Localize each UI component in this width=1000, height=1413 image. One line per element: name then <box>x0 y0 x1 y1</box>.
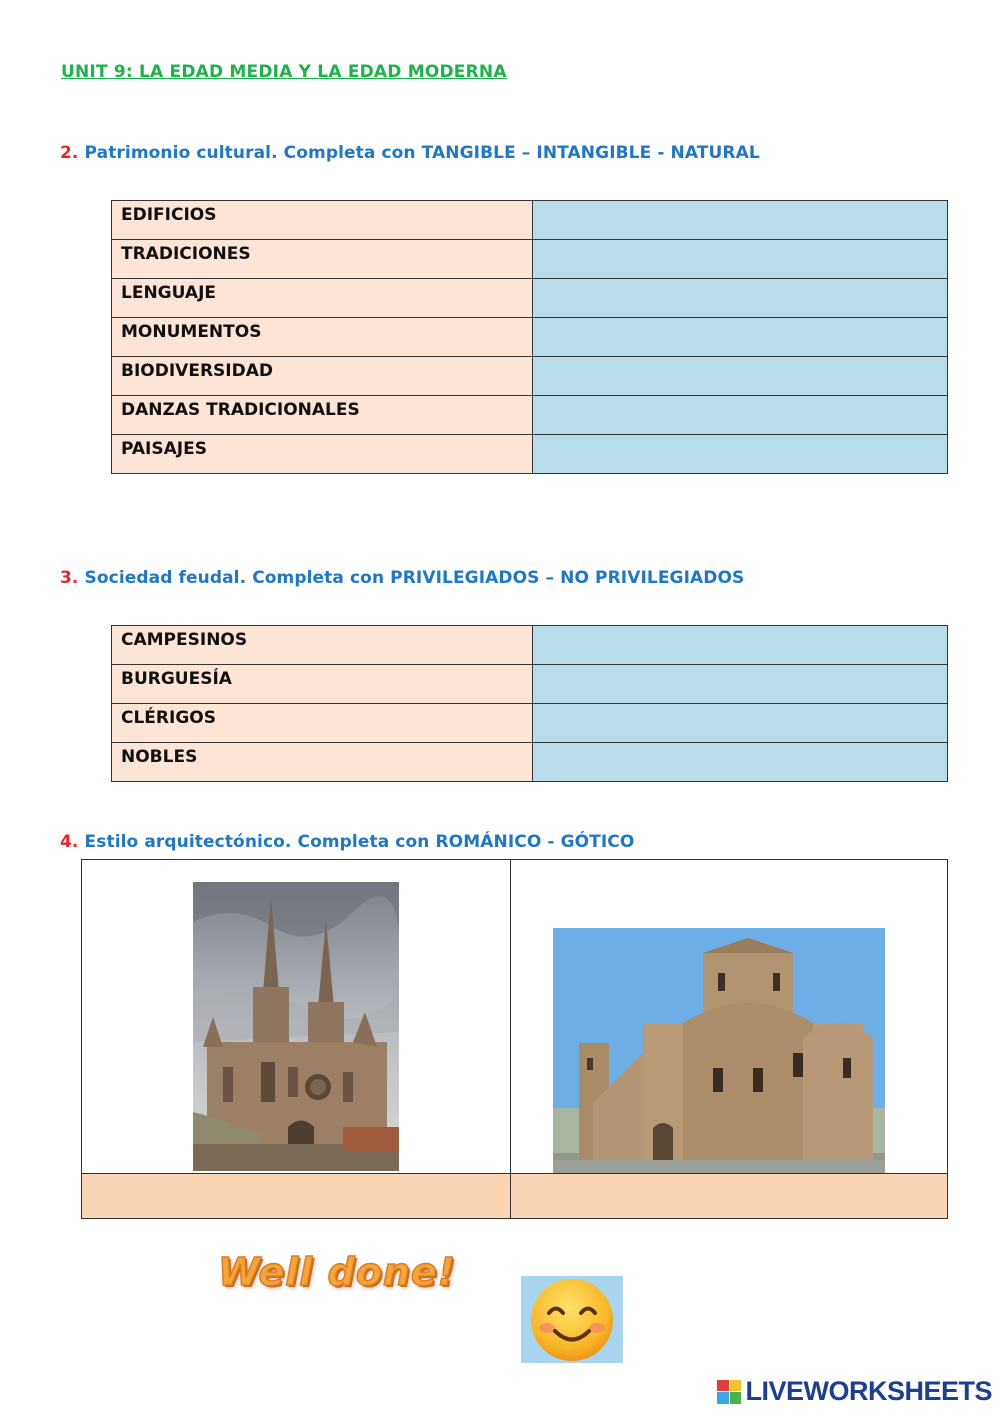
question-3-number: 3. <box>60 568 79 588</box>
heritage-table <box>111 200 948 474</box>
liveworksheets-brand <box>717 1376 992 1407</box>
table-row <box>112 743 948 782</box>
row-label: LENGUAJE <box>112 279 533 318</box>
gothic-cathedral-photo <box>193 882 399 1171</box>
row-label: NOBLES <box>112 743 533 782</box>
row-label: BURGUESÍA <box>112 665 533 704</box>
answer-field[interactable] <box>533 318 948 357</box>
row-label: CAMPESINOS <box>112 626 533 665</box>
row-label: MONUMENTOS <box>112 318 533 357</box>
answer-field[interactable] <box>533 743 948 782</box>
table-row <box>112 240 948 279</box>
table-row <box>112 279 948 318</box>
row-label: EDIFICIOS <box>112 201 533 240</box>
answer-field[interactable] <box>533 704 948 743</box>
table-row <box>112 435 948 474</box>
answer-field[interactable] <box>533 665 948 704</box>
answer-field[interactable] <box>533 626 948 665</box>
question-3-text: Sociedad feudal. Completa con PRIVILEGIADOS – NO PRIVILEGIADOS <box>84 568 745 588</box>
row-label: BIODIVERSIDAD <box>112 357 533 396</box>
table-row <box>112 626 948 665</box>
table-row <box>112 318 948 357</box>
answer-field[interactable] <box>533 396 948 435</box>
romanesque-photo-cell <box>511 860 948 1174</box>
question-4-title <box>60 832 634 852</box>
answer-field[interactable] <box>533 435 948 474</box>
liveworksheets-logo-icon <box>717 1380 741 1404</box>
question-3-title <box>60 568 744 588</box>
feudal-table <box>111 625 948 782</box>
answer-field[interactable] <box>533 357 948 396</box>
answer-field[interactable] <box>533 201 948 240</box>
answer-field[interactable] <box>533 279 948 318</box>
gothic-answer-field[interactable] <box>82 1174 511 1219</box>
table-row <box>112 201 948 240</box>
question-4-number: 4. <box>60 832 79 852</box>
romanesque-church-photo <box>553 928 885 1173</box>
row-label: PAISAJES <box>112 435 533 474</box>
row-label: CLÉRIGOS <box>112 704 533 743</box>
smiley-emoji-icon <box>521 1276 623 1363</box>
gothic-photo-cell <box>82 860 511 1174</box>
row-label: DANZAS TRADICIONALES <box>112 396 533 435</box>
table-row <box>112 665 948 704</box>
row-label: TRADICIONES <box>112 240 533 279</box>
answer-field[interactable] <box>533 240 948 279</box>
well-done-text: Well done! <box>218 1250 456 1294</box>
question-4-text: Estilo arquitectónico. Completa con ROMÁNICO - GÓTICO <box>84 832 635 852</box>
table-row <box>112 704 948 743</box>
brand-name: LIVEWORKSHEETS <box>745 1376 992 1406</box>
question-2-text: Patrimonio cultural. Completa con TANGIBLE – INTANGIBLE - NATURAL <box>84 143 760 163</box>
romanesque-answer-field[interactable] <box>511 1174 948 1219</box>
table-row <box>112 357 948 396</box>
question-2-title <box>60 143 760 163</box>
architecture-table <box>81 859 948 1219</box>
unit-title: UNIT 9: LA EDAD MEDIA Y LA EDAD MODERNA <box>61 62 507 82</box>
table-row <box>112 396 948 435</box>
question-2-number: 2. <box>60 143 79 163</box>
